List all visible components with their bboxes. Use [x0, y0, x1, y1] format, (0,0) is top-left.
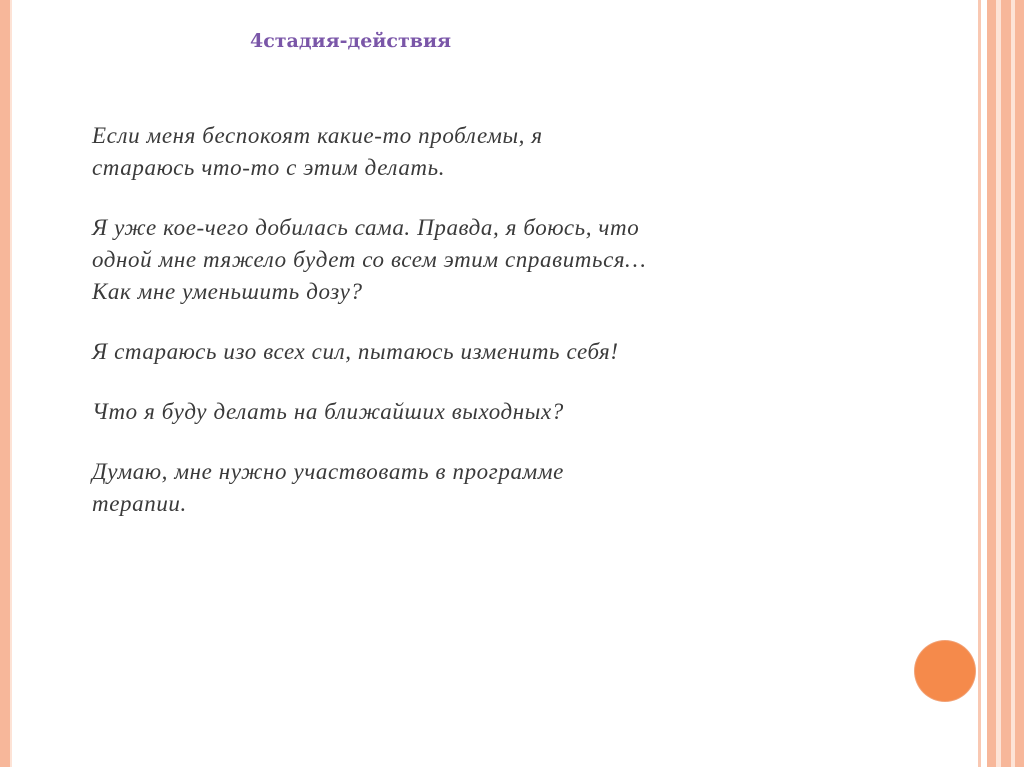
slide-body — [92, 120, 792, 548]
paragraph-1: Если меня беспокоят какие-то проблемы, я стараюсь что-то с этим делать. — [92, 123, 543, 180]
orange-circle-decoration — [915, 641, 975, 701]
paragraph-2: Я уже кое-чего добилась сама. Правда, я боюсь, что одной мне тяжело будет со всем этим справиться… Как мне уменьшить дозу? — [92, 215, 647, 304]
paragraph-3: Я стараюсь изо всех сил, пытаюсь изменить себя! — [92, 339, 619, 364]
left-border-decoration — [0, 0, 10, 767]
left-border-inner-decoration — [10, 0, 12, 767]
right-stripes-decoration — [978, 0, 1024, 767]
paragraph-4: Что я буду делать на ближайших выходных? — [92, 399, 564, 424]
slide-title: 4стадия-действия — [250, 30, 452, 52]
paragraph-5: Думаю, мне нужно участвовать в программе терапии. — [92, 459, 564, 516]
